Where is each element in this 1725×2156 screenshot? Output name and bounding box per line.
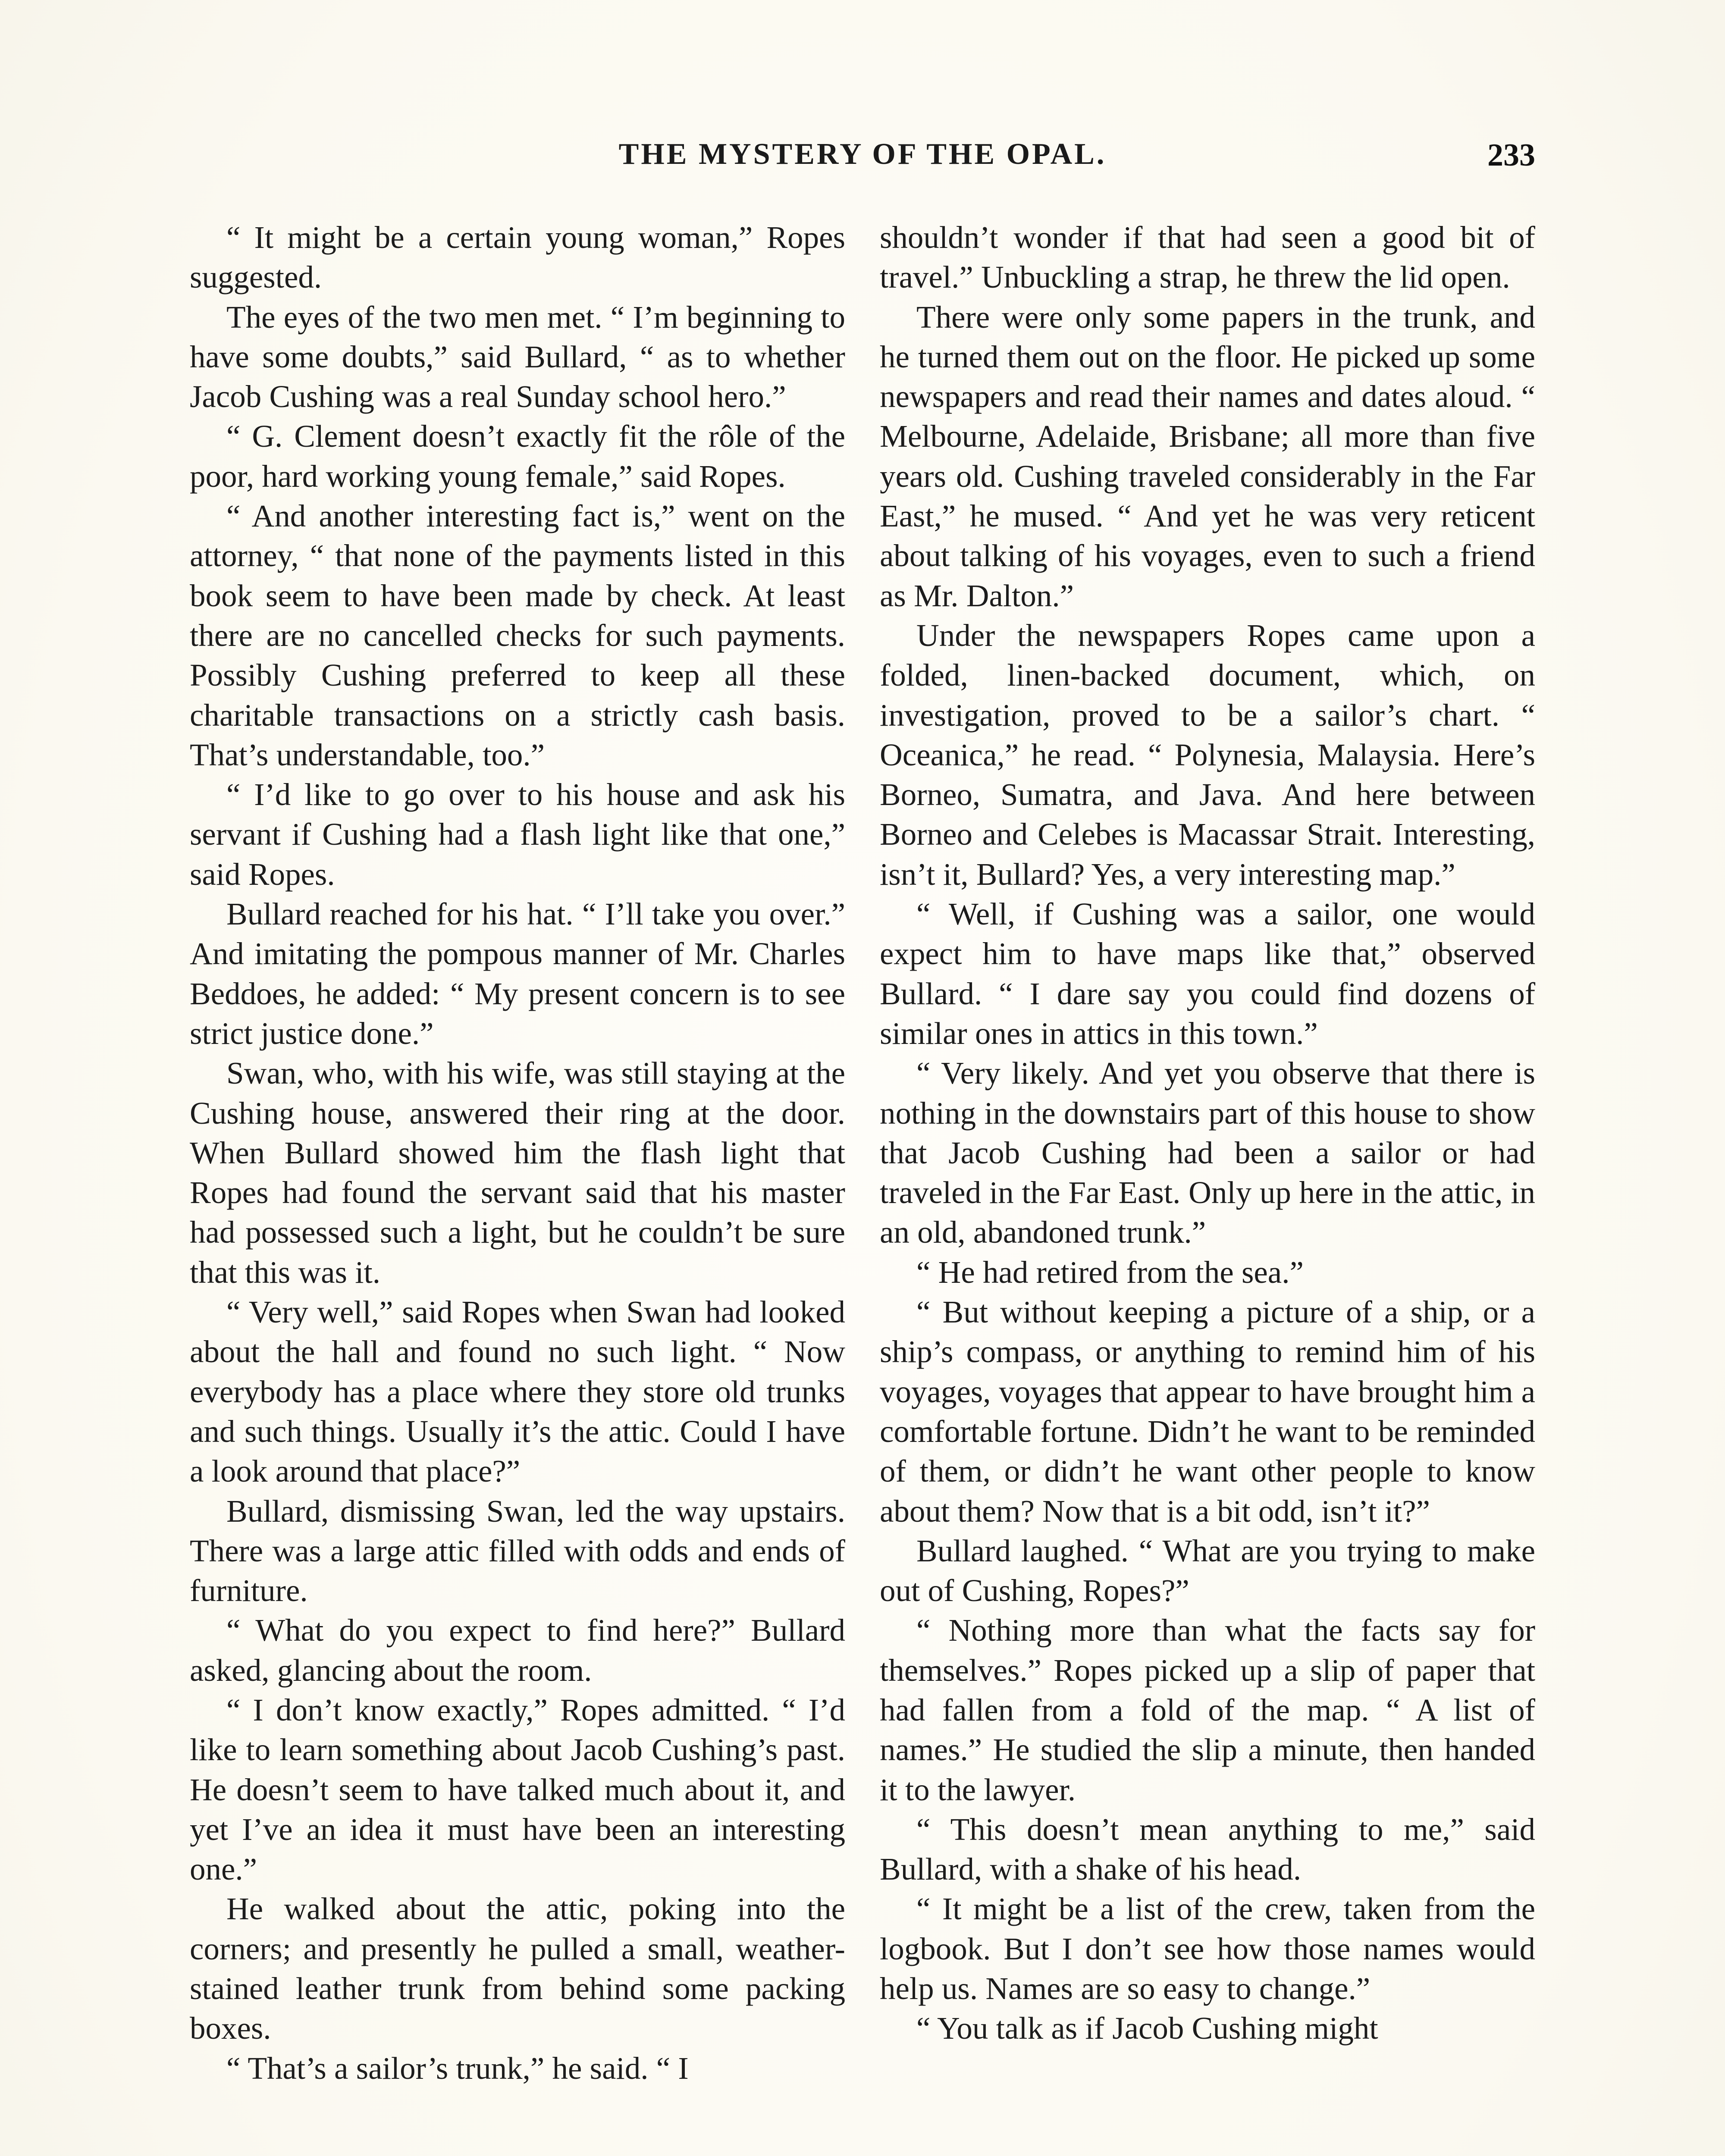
paragraph: “ What do you expect to find here?” Bullard asked, glancing about the room. [190, 1613, 845, 1688]
paragraph: “ I don’t know exactly,” Ropes admitted. “ I’d like to learn something about Jacob Cushing’s past. He doesn’t seem to have talked much about it, and yet I’ve an idea it must have been an interesting one.” [190, 1692, 845, 1887]
paragraph: “ Very well,” said Ropes when Swan had looked about the hall and found no such light. “ Now everybody has a place where they store old trunks and such things. Usually it’s the attic. Could I have a look around that place?” [190, 1294, 845, 1489]
paragraph: “ But without keeping a picture of a ship, or a ship’s compass, or anything to remind him of his voyages, voyages that appear to have brought him a comfortable fortune. Didn’t he want to be reminded of them, or didn’t he want other people to know about them? Now that is a bit odd, isn’t it?” [880, 1294, 1535, 1529]
paragraph: “ It might be a list of the crew, taken from the logbook. But I don’t see how those names would help us. Names are so easy to change.” [880, 1891, 1535, 2006]
paragraph: Swan, who, with his wife, was still staying at the Cushing house, answered their ring at the door. When Bullard showed him the flash light that Ropes had found the servant said that his master had possessed such a light, but he couldn’t be sure that this was it. [190, 1056, 845, 1290]
running-head [190, 137, 1535, 180]
left-column [190, 218, 845, 2088]
paragraph: “ Nothing more than what the facts say for themselves.” Ropes picked up a slip of paper that had fallen from a fold of the map. “ A list of names.” He studied the slip a minute, then handed it to the lawyer. [880, 1613, 1535, 1807]
paragraph: The eyes of the two men met. “ I’m beginning to have some doubts,” said Bullard, “ as to whether Jacob Cushing was a real Sunday school hero.” [190, 299, 845, 414]
paragraph: “ It might be a certain young woman,” Ropes suggested. [190, 220, 845, 295]
paragraph: “ You talk as if Jacob Cushing might [916, 2011, 1378, 2046]
paragraph: “ He had retired from the sea.” [916, 1254, 1304, 1290]
right-column [880, 218, 1535, 2049]
paragraph: “ That’s a sailor’s trunk,” he said. “ I [226, 2050, 689, 2086]
paragraph: Bullard laughed. “ What are you trying to make out of Cushing, Ropes?” [880, 1533, 1535, 1608]
paragraph: Bullard, dismissing Swan, led the way upstairs. There was a large attic filled with odds and ends of furniture. [190, 1493, 845, 1608]
paragraph: Under the newspapers Ropes came upon a folded, linen-backed document, which, on investigation, proved to be a sailor’s chart. “ Oceanica,” he read. “ Polynesia, Malaysia. Here’s Borneo, Sumatra, and Java. And here between Borneo and Celebes is Macassar Strait. Interesting, isn’t it, Bullard? Yes, a very interesting map.” [880, 617, 1535, 892]
paragraph-continued: shouldn’t wonder if that had seen a good bit of travel.” Unbuckling a strap, he threw the lid open. [880, 220, 1535, 295]
paragraph: “ This doesn’t mean anything to me,” said Bullard, with a shake of his head. [880, 1811, 1535, 1887]
paragraph: “ G. Clement doesn’t exactly fit the rôle of the poor, hard working young female,” said Ropes. [190, 419, 845, 494]
paragraph: “ And another interesting fact is,” went on the attorney, “ that none of the payments listed in this book seem to have been made by check. At least there are no cancelled checks for such payments. Possibly Cushing preferred to keep all these charitable transactions on a strictly cash basis. That’s understandable, too.” [190, 498, 845, 772]
running-title: THE MYSTERY OF THE OPAL. [618, 138, 1107, 171]
paragraph: “ Well, if Cushing was a sailor, one would expect him to have maps like that,” observed Bullard. “ I dare say you could find dozens of similar ones in attics in this town.” [880, 896, 1535, 1051]
paragraph: Bullard reached for his hat. “ I’ll take you over.” And imitating the pompous manner of Mr. Charles Beddoes, he added: “ My present concern is to see strict justice done.” [190, 896, 845, 1051]
paragraph: “ Very likely. And yet you observe that there is nothing in the downstairs part of this house to show that Jacob Cushing had been a sailor or had traveled in the Far East. Only up here in the attic, in an old, abandoned trunk.” [880, 1056, 1535, 1250]
paragraph: “ I’d like to go over to his house and ask his servant if Cushing had a flash light like that one,” said Ropes. [190, 777, 845, 892]
paragraph: There were only some papers in the trunk, and he turned them out on the floor. He picked up some newspapers and read their names and dates aloud. “ Melbourne, Adelaide, Brisbane; all more than five years old. Cushing traveled considerably in the Far East,” he mused. “ And yet he was very reticent about talking of his voyages, even to such a friend as Mr. Dalton.” [880, 299, 1535, 613]
paragraph: He walked about the attic, poking into the corners; and presently he pulled a small, weather-stained leather trunk from behind some packing boxes. [190, 1891, 845, 2046]
page-number: 233 [1487, 138, 1535, 173]
